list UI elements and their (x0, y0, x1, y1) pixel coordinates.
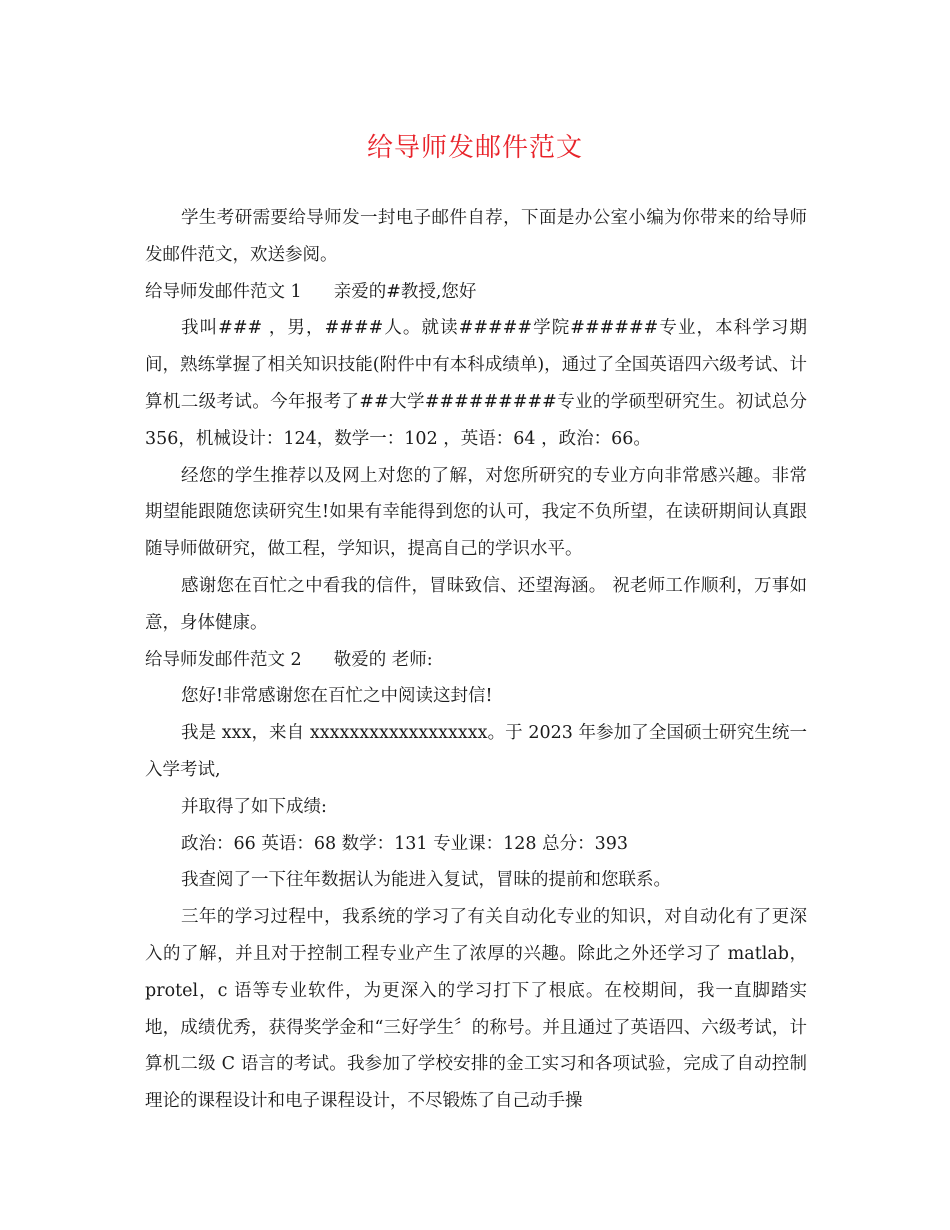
sample-2-paragraph: 三年的学习过程中，我系统的学习了有关自动化专业的知识，对自动化有了更深入的了解，并且对于控制工程专业产生了浓厚的兴趣。除此之外还学习了 matlab，protel，c 语等专业软件，为更深入的学习打下了根底。在校期间，我一直脚踏实地，成绩优秀，获得奖学金和“三好学生〞的称号。并且通过了英语四、六级考试，计算机二级 C 语言的考试。我参加了学校安排的金工实习和各项试验，完成了自动控制理论的课程设计和电子课程设计，不尽锻炼了自己动手操 (145, 907, 807, 1112)
sample-2-scores: 政治：66 英语：68 数学：131 专业课：128 总分：393 (181, 833, 628, 854)
sample-2-salutation: 敬爱的 老师: (333, 649, 433, 670)
sample-2-paragraph: 我是 xxx，来自 xxxxxxxxxxxxxxxxxx。于 2023 年参加了全国硕士研究生统一入学考试, (145, 723, 807, 780)
intro-paragraph: 学生考研需要给导师发一封电子邮件自荐，下面是办公室小编为你带来的给导师发邮件范文，欢送参阅。 (145, 208, 807, 265)
sample-2-paragraph: 我查阅了一下往年数据认为能进入复试，冒昧的提前和您联系。 (181, 870, 671, 891)
sample-2-heading-line (145, 642, 807, 679)
sample-1-paragraph: 感谢您在百忙之中看我的信件，冒昧致信、还望海涵。 祝老师工作顺利，万事如意，身体健康。 (145, 575, 807, 633)
sample-1-salutation: 亲爱的#教授,您好 (333, 281, 477, 302)
sample-2-heading: 给导师发邮件范文 2 (145, 649, 302, 670)
sample-1-paragraph: 经您的学生推荐以及网上对您的了解，对您所研究的专业方向非常感兴趣。非常期望能跟随您读研究生!如果有幸能得到您的认可，我定不负所望，在读研期间认真跟随导师做研究，做工程，学知识，提高自己的学识水平。 (145, 465, 807, 560)
document-title: 给导师发邮件范文 (366, 133, 583, 163)
sample-1-heading: 给导师发邮件范文 1 (145, 281, 302, 302)
sample-1-paragraph: 我叫### ，男，####人。就读#####学院######专业，本科学习期间，熟练掌握了相关知识技能(附件中有本科成绩单)，通过了全国英语四六级考试、计算机二级考试。今年报考了##大学#########专业的学硕型研究生。初试总分 356，机械设计：124，数学一：102 ，英语：64 ，政治：66。 (145, 318, 807, 449)
sample-2-paragraph: 您好!非常感谢您在百忙之中阅读这封信! (181, 686, 493, 707)
sample-2-paragraph: 并取得了如下成绩: (181, 796, 327, 817)
sample-1-heading-line (145, 274, 807, 311)
document-body (145, 200, 807, 1120)
